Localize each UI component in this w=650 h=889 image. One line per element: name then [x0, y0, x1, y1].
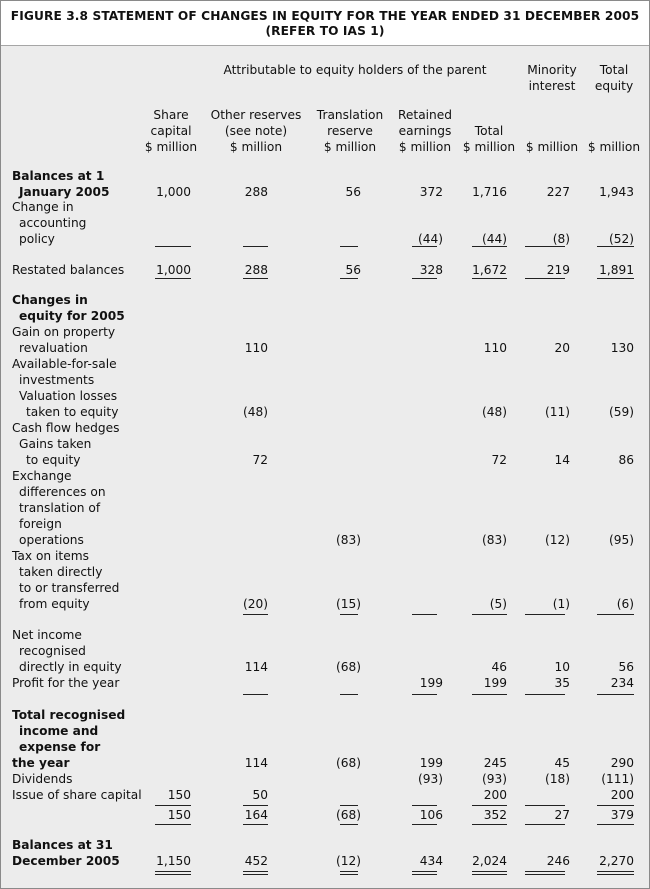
- column-header-other: (see note): [224, 124, 288, 138]
- total-rule: [340, 874, 358, 875]
- cell-trans: (68): [335, 756, 361, 770]
- total-rule: [243, 278, 268, 279]
- row-label: recognised: [19, 644, 86, 658]
- column-header-other: Other reserves: [210, 108, 302, 122]
- row-label: Gain on property: [12, 325, 116, 339]
- cell-te: 56: [618, 660, 634, 674]
- column-header-trans: $ million: [323, 140, 377, 154]
- total-rule: [155, 805, 191, 806]
- total-rule: [525, 871, 565, 872]
- cell-other: 288: [244, 185, 268, 199]
- column-header-ret: Retained: [397, 108, 453, 122]
- cell-tot: (5): [489, 597, 507, 611]
- cell-trans: (12): [335, 854, 361, 868]
- cell-tot: (83): [481, 533, 507, 547]
- total-rule: [597, 871, 634, 872]
- cell-trans: (68): [335, 660, 361, 674]
- cell-te: 200: [610, 788, 634, 802]
- cell-tot: (93): [481, 772, 507, 786]
- cell-trans: (68): [335, 808, 361, 822]
- row-label: accounting: [19, 216, 87, 230]
- row-label: translation of: [19, 501, 101, 515]
- column-header-trans: reserve: [327, 124, 373, 138]
- cell-share: 1,150: [156, 854, 191, 868]
- row-label: expense for: [19, 740, 101, 754]
- total-equity-header-2: equity: [594, 79, 634, 93]
- cell-ret: (44): [417, 232, 443, 246]
- column-header-other: $ million: [229, 140, 283, 154]
- total-rule: [412, 278, 437, 279]
- cell-min: 246: [546, 854, 570, 868]
- column-header-trans: Translation: [316, 108, 384, 122]
- total-rule: [155, 871, 191, 872]
- cell-ret: 372: [419, 185, 443, 199]
- cell-te: (52): [608, 232, 634, 246]
- total-rule: [525, 278, 565, 279]
- cell-trans: (83): [335, 533, 361, 547]
- cell-trans: 56: [345, 185, 361, 199]
- column-header-tot: $ million: [462, 140, 516, 154]
- cell-min: 14: [554, 453, 570, 467]
- cell-te: 379: [610, 808, 634, 822]
- cell-other: (48): [242, 405, 268, 419]
- cell-other: 164: [244, 808, 268, 822]
- total-rule: [243, 871, 268, 872]
- total-rule: [412, 246, 437, 247]
- cell-min: 219: [546, 263, 570, 277]
- cell-te: 234: [610, 676, 634, 690]
- cell-tot: 46: [491, 660, 507, 674]
- total-rule: [597, 874, 634, 875]
- cell-min: 27: [554, 808, 570, 822]
- total-rule: [340, 824, 358, 825]
- total-rule: [243, 246, 268, 247]
- total-rule: [155, 278, 191, 279]
- total-rule: [525, 694, 565, 695]
- cell-other: 110: [244, 341, 268, 355]
- cell-min: (11): [544, 405, 570, 419]
- total-rule: [472, 871, 507, 872]
- row-label: directly in equity: [19, 660, 122, 674]
- total-rule: [597, 824, 634, 825]
- row-label: policy: [19, 232, 55, 246]
- column-header-min: $ million: [525, 140, 579, 154]
- cell-tot: 245: [483, 756, 507, 770]
- column-header-share: capital: [150, 124, 192, 138]
- total-rule: [243, 614, 268, 615]
- cell-ret: 434: [419, 854, 443, 868]
- cell-share: 1,000: [156, 263, 191, 277]
- cell-min: 35: [554, 676, 570, 690]
- cell-ret: 199: [419, 676, 443, 690]
- figure-title: [1, 1, 649, 46]
- row-label: taken to equity: [26, 405, 119, 419]
- cell-ret: 106: [419, 808, 443, 822]
- row-label: Cash flow hedges: [12, 421, 120, 435]
- cell-min: (1): [552, 597, 570, 611]
- column-header-tot: Total: [474, 124, 504, 138]
- cell-share: 150: [167, 788, 191, 802]
- row-label: Exchange: [12, 469, 72, 483]
- total-rule: [340, 694, 358, 695]
- cell-share: 1,000: [156, 185, 191, 199]
- cell-te: 86: [618, 453, 634, 467]
- total-rule: [472, 824, 507, 825]
- row-label: Change in: [12, 200, 74, 214]
- cell-tot: 2,024: [472, 854, 507, 868]
- total-rule: [597, 278, 634, 279]
- row-label: Net income: [12, 628, 82, 642]
- row-label: Balances at 31: [12, 838, 113, 852]
- cell-te: 290: [610, 756, 634, 770]
- cell-other: 114: [244, 756, 268, 770]
- cell-tot: (48): [481, 405, 507, 419]
- total-rule: [597, 805, 634, 806]
- cell-other: 50: [252, 788, 268, 802]
- total-rule: [243, 805, 268, 806]
- cell-tot: 72: [491, 453, 507, 467]
- cell-other: 452: [244, 854, 268, 868]
- total-rule: [472, 278, 507, 279]
- row-label: Changes in: [12, 293, 88, 307]
- cell-ret: (93): [417, 772, 443, 786]
- total-rule: [525, 805, 565, 806]
- figure-title-line-1: FIGURE 3.8 STATEMENT OF CHANGES IN EQUITY FOR THE YEAR ENDED 31 DECEMBER 2005: [10, 9, 640, 23]
- total-rule: [155, 874, 191, 875]
- cell-min: (12): [544, 533, 570, 547]
- total-rule: [525, 824, 565, 825]
- cell-min: 227: [546, 185, 570, 199]
- row-label: to equity: [26, 453, 81, 467]
- total-rule: [412, 805, 437, 806]
- figure-title-line-2: (REFER TO IAS 1): [265, 24, 385, 38]
- row-label: equity for 2005: [19, 309, 125, 323]
- total-rule: [155, 246, 191, 247]
- total-rule: [412, 824, 437, 825]
- cell-te: 1,891: [599, 263, 634, 277]
- total-rule: [472, 246, 507, 247]
- cell-ret: 199: [419, 756, 443, 770]
- cell-te: 2,270: [599, 854, 634, 868]
- cell-ret: 328: [419, 263, 443, 277]
- row-label: Gains taken: [19, 437, 92, 451]
- cell-tot: 110: [483, 341, 507, 355]
- cell-min: 10: [554, 660, 570, 674]
- total-rule: [340, 278, 358, 279]
- row-label: taken directly: [19, 565, 103, 579]
- row-label: Valuation losses: [19, 389, 118, 403]
- row-label: Dividends: [12, 772, 73, 786]
- total-rule: [412, 871, 437, 872]
- column-header-te: $ million: [587, 140, 641, 154]
- total-rule: [472, 694, 507, 695]
- total-rule: [340, 246, 358, 247]
- row-label: differences on: [19, 485, 106, 499]
- total-rule: [597, 246, 634, 247]
- cell-tot: 352: [483, 808, 507, 822]
- cell-min: (18): [544, 772, 570, 786]
- cell-te: (6): [616, 597, 634, 611]
- row-label: from equity: [19, 597, 90, 611]
- total-rule: [525, 246, 565, 247]
- total-rule: [597, 614, 634, 615]
- cell-trans: 56: [345, 263, 361, 277]
- cell-tot: 1,672: [472, 263, 507, 277]
- column-header-share: $ million: [144, 140, 198, 154]
- row-label: January 2005: [19, 185, 110, 199]
- minority-header-1: Minority: [527, 63, 577, 77]
- row-label: Restated balances: [12, 263, 125, 277]
- row-label: Available-for-sale: [12, 357, 117, 371]
- column-header-share: Share: [153, 108, 189, 122]
- row-label: the year: [12, 756, 70, 770]
- cell-other: (20): [242, 597, 268, 611]
- total-rule: [243, 694, 268, 695]
- row-label: Balances at 1: [12, 169, 105, 183]
- minority-header-2: interest: [528, 79, 576, 93]
- total-rule: [340, 614, 358, 615]
- cell-other: 114: [244, 660, 268, 674]
- total-rule: [472, 874, 507, 875]
- row-label: Profit for the year: [12, 676, 120, 690]
- total-rule: [243, 874, 268, 875]
- total-rule: [412, 614, 437, 615]
- cell-te: (59): [608, 405, 634, 419]
- row-label: investments: [19, 373, 95, 387]
- row-label: December 2005: [12, 854, 120, 868]
- row-label: to or transferred: [19, 581, 120, 595]
- row-label: Tax on items: [12, 549, 89, 563]
- total-rule: [243, 824, 268, 825]
- cell-tot: 1,716: [472, 185, 507, 199]
- cell-te: 1,943: [599, 185, 634, 199]
- column-header-ret: earnings: [398, 124, 452, 138]
- cell-other: 288: [244, 263, 268, 277]
- total-equity-header-1: Total: [599, 63, 629, 77]
- row-label: operations: [19, 533, 84, 547]
- total-rule: [472, 614, 507, 615]
- row-label: Total recognised: [12, 708, 126, 722]
- group-header: Attributable to equity holders of the parent: [223, 63, 487, 77]
- row-label: foreign: [19, 517, 62, 531]
- cell-min: 20: [554, 341, 570, 355]
- total-rule: [525, 874, 565, 875]
- total-rule: [412, 874, 437, 875]
- cell-min: (8): [552, 232, 570, 246]
- row-label: revaluation: [19, 341, 88, 355]
- cell-te: 130: [610, 341, 634, 355]
- total-rule: [472, 805, 507, 806]
- total-rule: [340, 805, 358, 806]
- cell-share: 150: [167, 808, 191, 822]
- total-rule: [597, 694, 634, 695]
- cell-tot: (44): [481, 232, 507, 246]
- cell-tot: 200: [483, 788, 507, 802]
- cell-te: (111): [601, 772, 634, 786]
- total-rule: [412, 694, 437, 695]
- column-header-ret: $ million: [398, 140, 452, 154]
- total-rule: [340, 871, 358, 872]
- total-rule: [155, 824, 191, 825]
- cell-tot: 199: [483, 676, 507, 690]
- cell-other: 72: [252, 453, 268, 467]
- cell-min: 45: [554, 756, 570, 770]
- row-label: Issue of share capital: [12, 788, 142, 802]
- cell-trans: (15): [335, 597, 361, 611]
- row-label: income and: [19, 724, 99, 738]
- cell-te: (95): [608, 533, 634, 547]
- total-rule: [525, 614, 565, 615]
